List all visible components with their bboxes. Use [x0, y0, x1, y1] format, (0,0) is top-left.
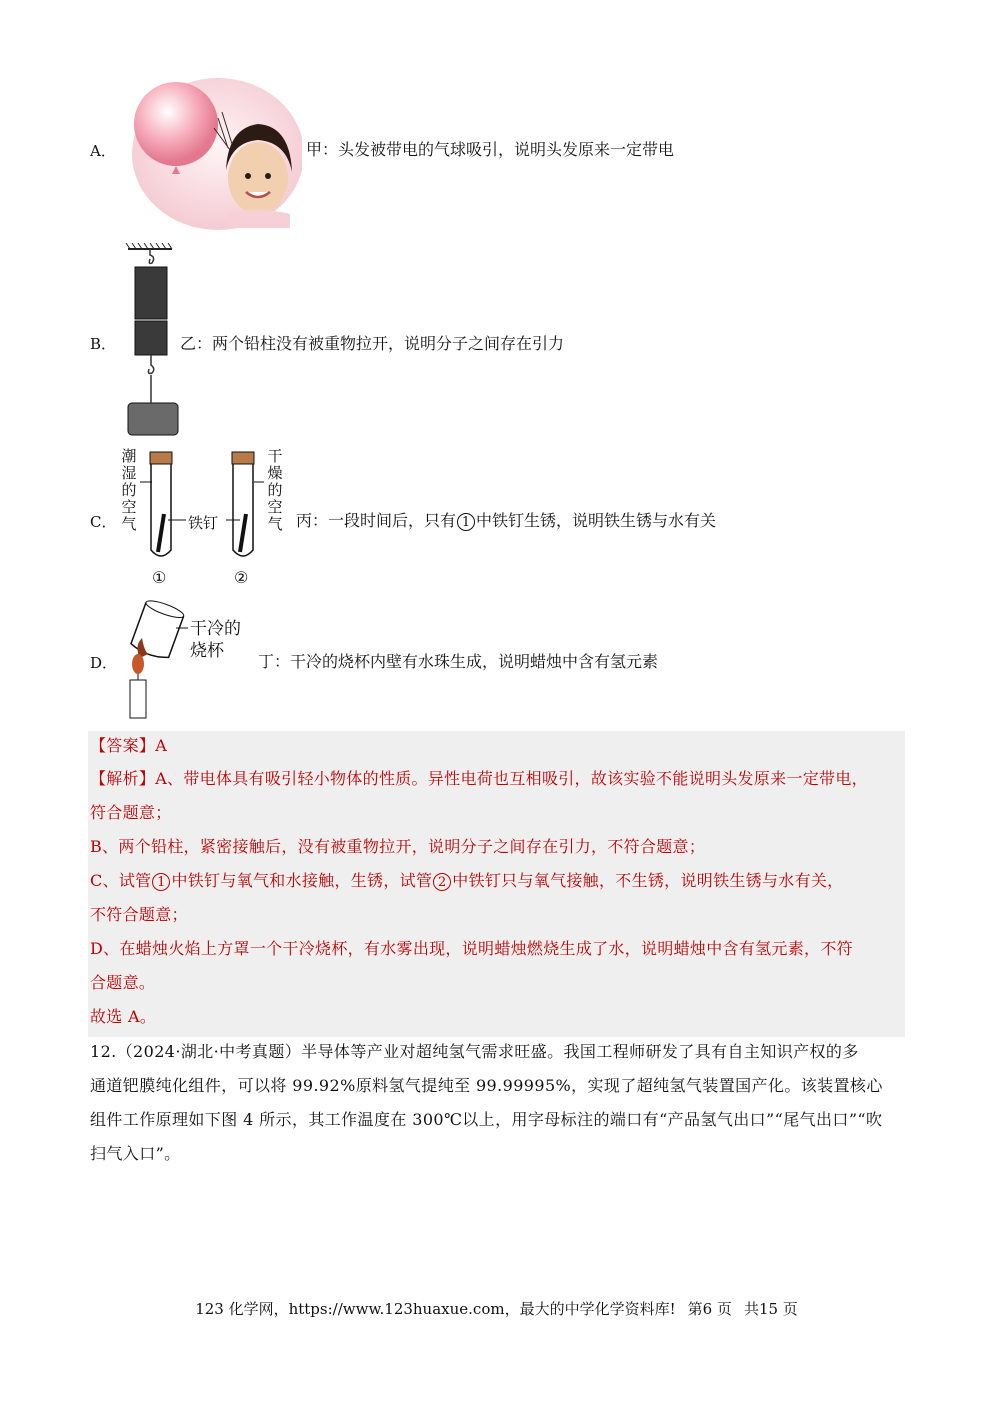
- humid-air-label: 潮 湿 的 空 气: [121, 447, 137, 533]
- option-c-text: 丙：一段时间后，只有 1 中铁钉生锈，说明铁生锈与水有关: [296, 511, 717, 530]
- option-b-text: 乙：两个铅柱没有被重物拉开，说明分子之间存在引力: [180, 334, 565, 353]
- dry-air-label: 干 燥 的 空 气: [267, 447, 283, 533]
- option-d-letter: D．: [90, 654, 118, 672]
- iron-nail-label: 铁钉: [188, 514, 219, 532]
- option-d-figure: [116, 598, 256, 720]
- option-b-letter: B．: [90, 335, 117, 353]
- option-a-letter: A．: [90, 142, 116, 160]
- analysis-line-6: D、在蜡烛火焰上方罩一个干冷烧杯，有水雾出现，说明蜡烛燃烧生成了水，说明蜡烛中含有氢元素，不符: [90, 939, 853, 958]
- option-a-figure: [118, 78, 302, 230]
- beaker-label: 干冷的 烧杯: [190, 619, 241, 661]
- balloon-icon: [134, 82, 218, 166]
- weight-icon: [128, 403, 178, 435]
- analysis-line-5: 不符合题意；: [90, 905, 188, 924]
- lead-cylinder-top: [135, 267, 167, 319]
- tube-1-label: ①: [152, 568, 167, 587]
- candle-icon: [130, 680, 146, 718]
- footer-site: 123 化学网，https://www.123huaxue.com，最大的中学化学资料库!: [195, 1300, 676, 1318]
- tube-2-label: ②: [234, 568, 249, 587]
- girl-face-icon: [228, 142, 288, 214]
- analysis-line-2: 符合题意；: [90, 803, 172, 822]
- analysis-line-7: 合题意。: [90, 973, 156, 992]
- answer-line: 【答案】A: [90, 736, 168, 755]
- option-c-figure: [118, 446, 293, 591]
- option-d-text: 丁：干冷的烧杯内壁有水珠生成，说明蜡烛中含有氢元素: [258, 652, 659, 671]
- option-a-text: 甲：头发被带电的气球吸引，说明头发原来一定带电: [306, 140, 675, 159]
- hook-icon: [149, 249, 153, 264]
- option-b-figure: [124, 243, 184, 439]
- flame-icon: [132, 654, 144, 674]
- question12-line-2: 通道钯膜纯化组件，可以将 99.92%原料氢气提纯至 99.99995%，实现了超纯氢气装置国产化。该装置核心: [90, 1076, 883, 1095]
- footer-total: 共15 页: [743, 1300, 798, 1318]
- analysis-line-4: C、试管 1 中铁钉与氧气和水接触，生锈，试管 2 中铁钉只与氧气接触，不生锈，说明铁生锈与水有关，: [90, 871, 844, 890]
- circled-number: 1: [457, 513, 475, 531]
- footer-page: 第6 页: [687, 1300, 732, 1318]
- analysis-line-1: 【解析】A、带电体具有吸引轻小物体的性质。异性电荷也互相吸引，故该实验不能说明头发原来一定带电，: [90, 769, 868, 788]
- conclusion-line: 故选 A。: [90, 1007, 157, 1026]
- question12-line-3: 组件工作原理如下图 4 所示，其工作温度在 300℃以上，用字母标注的端口有“产品氢气出口”“尾气出口”“吹: [90, 1110, 883, 1129]
- page-footer: [0, 1298, 993, 1319]
- lead-cylinder-bottom: [135, 321, 167, 355]
- option-c-letter: C．: [90, 513, 117, 531]
- analysis-line-3: B、两个铅柱，紧密接触后，没有被重物拉开，说明分子之间存在引力，不符合题意；: [90, 837, 706, 856]
- question12-line-4: 扫气入口”。: [90, 1144, 181, 1163]
- question12-line-1: 12.（2024·湖北·中考真题）半导体等产业对超纯氢气需求旺盛。我国工程师研发了具有自主知识产权的多: [90, 1042, 859, 1061]
